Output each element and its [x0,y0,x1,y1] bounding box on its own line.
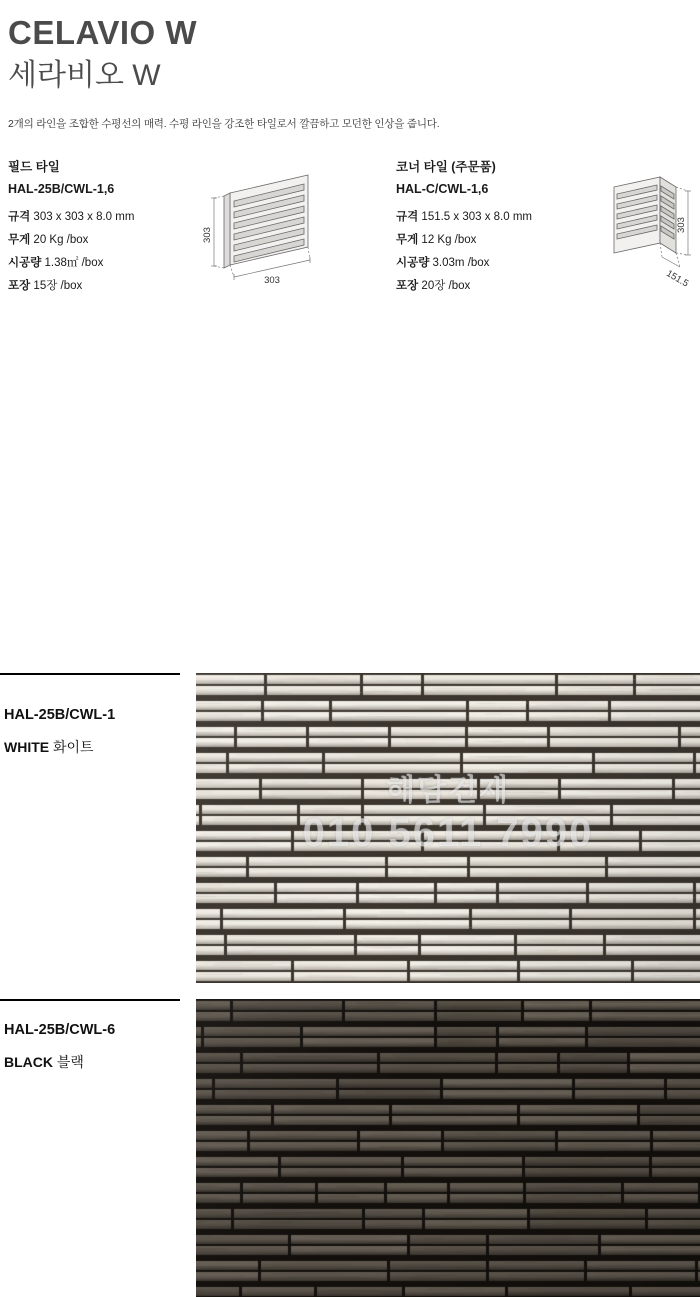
spec-line-label: 무게 [8,234,31,247]
product-swatch-black [196,999,700,1297]
spec-line-label: 규격 [8,211,31,224]
spec-line-value: 15장 /box [33,280,83,293]
field-dim-side: 303 [202,227,213,244]
swatch-canvas [196,999,700,1297]
spec-code: HAL-C/CWL-1,6 [396,182,489,197]
swatch-canvas [196,673,700,983]
product-name-en: WHITE [4,739,50,756]
corner-tile-iso-svg [600,165,700,295]
product-code: HAL-25B/CWL-1 [4,707,116,724]
page-header [0,0,700,131]
product-swatch-white [196,673,700,983]
field-tile-drawing [200,165,330,295]
spec-line-value: 303 x 303 x 8.0 mm [33,211,135,224]
corner-tile-drawing [600,165,700,295]
spec-line-value: 3.03m /box [432,257,490,270]
page-subtitle: 2개의 라인을 조합한 수평선의 매력. 수평 라인을 강조한 타일로서 깔끔하고 모던한 인상을 줍니다. [8,118,440,131]
field-dim-bottom: 303 [264,275,280,287]
spec-line-label: 시공량 [396,257,430,270]
watermark-line-2: 010 5611 7990 [302,811,594,856]
product-name-ko: 블랙 [56,1054,84,1071]
product-name-ko: 화이트 [53,739,94,756]
product-label-group [4,1022,115,1072]
spec-code: HAL-25B/CWL-1,6 [8,182,115,197]
product-divider [0,673,180,675]
spec-line-value: 20 Kg /box [33,234,89,247]
product-name-en: BLACK [4,1054,53,1071]
product-name [4,1052,115,1072]
page-title-ko: 세라비오 W [8,58,161,92]
product-label-group [4,707,115,757]
field-tile-iso-svg [200,165,330,295]
spec-title: 코너 타일 (주문품) [396,160,496,175]
product-divider [0,999,180,1001]
spec-line-label: 포장 [8,280,31,293]
spec-section [0,157,700,317]
page-title-en: CELAVIO W [8,14,198,51]
spec-line-label: 무게 [396,234,419,247]
corner-dim-bottom: 151.5 [664,268,691,290]
spec-line-label: 포장 [396,280,419,293]
spec-line-value: 12 Kg /box [421,234,477,247]
spec-line-value: 151.5 x 303 x 8.0 mm [421,211,533,224]
spec-line-value: 1.38㎡ /box [44,257,104,270]
corner-dim-side: 303 [676,217,687,234]
spec-title: 필드 타일 [8,160,60,175]
product-code: HAL-25B/CWL-6 [4,1022,116,1039]
spec-line-label: 규격 [396,211,419,224]
spec-line-label: 시공량 [8,257,42,270]
watermark-line-1: 해담건재 [386,774,510,808]
product-name [4,737,115,757]
spec-line-value: 20장 /box [421,280,471,293]
